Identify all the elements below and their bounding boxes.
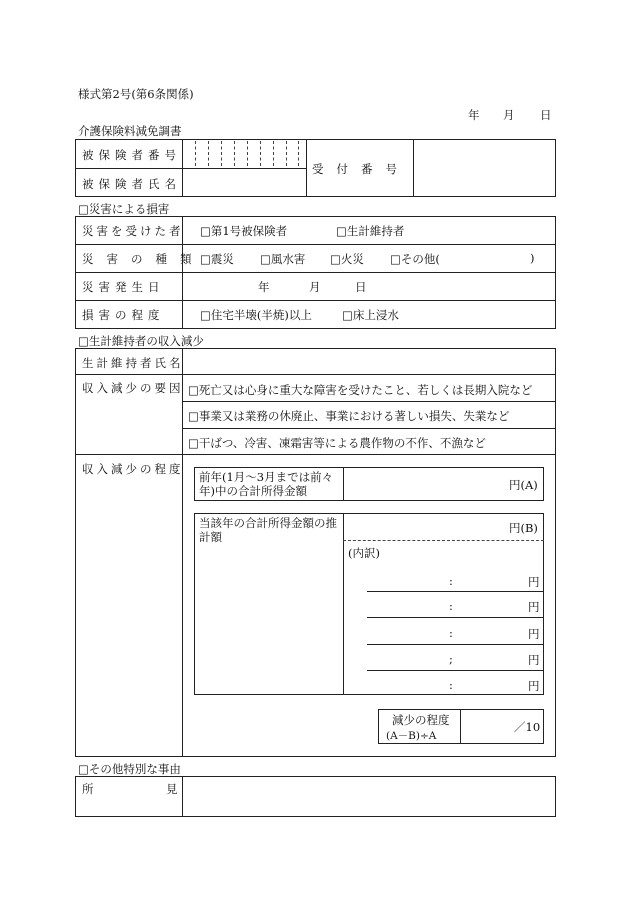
earner-name-label: 生計維持者氏名 [82,356,184,370]
income-section-title: □生計維持者の収入減少 [78,334,204,348]
current-year-unit: 円(B) [509,521,538,535]
insured-name-label: 被保険者氏名 [82,177,181,191]
insured-number-label: 被保険者番号 [82,148,181,162]
disaster-date-month: 月 [309,280,321,294]
header-date-day: 日 [540,108,552,122]
breakdown-row-3-sep: : [449,626,453,640]
ratio-label: 減少の程度 [392,713,450,727]
breakdown-label: (内訳) [348,546,380,560]
income-degree-label: 収入減少の程度 [82,462,184,476]
type-option-other[interactable]: □その他( [390,252,440,266]
degree-option-flooded[interactable]: □床上浸水 [342,308,399,322]
disaster-date-day: 日 [355,280,367,294]
breakdown-row-2-unit: 円 [528,600,540,614]
insured-name-field[interactable] [184,170,304,195]
breakdown-row-4-unit: 円 [528,653,540,667]
prev-year-label: 前年(1月～3月までは前々年)中の合計所得金額 [199,470,334,498]
other-section-title: □その他特別な事由 [78,762,181,776]
breakdown-row-1-unit: 円 [528,575,540,589]
type-option-other-close: ) [530,251,535,265]
damage-degree-label: 損害の程度 [82,308,165,322]
type-option-earthquake[interactable]: □震災 [200,252,234,266]
cause-option-crop-failure[interactable]: □干ばつ、冷害、凍霜害等による農作物の不作、不漁など [188,436,486,450]
breakdown-row-5-sep: : [449,678,453,692]
insured-number-field[interactable] [195,143,299,165]
earner-name-field[interactable] [184,350,554,372]
current-year-amount-field[interactable] [346,515,506,539]
form-title: 介護保険料減免調書 [78,124,182,138]
header-date-year: 年 [468,108,480,122]
breakdown-row-1-sep: : [449,574,453,588]
breakdown-row-4-sep: ; [449,652,453,666]
ratio-value: ／10 [514,720,541,734]
ratio-value-field[interactable] [463,711,511,742]
prev-year-unit: 円(A) [509,478,538,492]
breakdown-row-3-unit: 円 [528,627,540,641]
breakdown-row-2-sep: : [449,599,453,613]
income-cause-label: 収入減少の要因 [82,381,184,395]
opinion-label-second: 見 [166,782,178,796]
form-number: 様式第2号(第6条関係) [78,87,194,101]
cause-option-death-injury[interactable]: □死亡又は心身に重大な障害を受けたこと、若しくは長期入院など [188,383,533,397]
disaster-type-label: 災害の種類 [82,252,205,266]
disaster-date-year: 年 [258,280,270,294]
breakdown-row-5-unit: 円 [528,679,540,693]
victim-option-primary[interactable]: □第1号被保険者 [200,224,288,238]
disaster-section-title: □災害による損害 [78,202,170,216]
disaster-date-label: 災害発生日 [82,280,165,294]
degree-option-half-destroyed[interactable]: □住宅半壊(半焼)以上 [200,308,312,322]
victim-option-earner[interactable]: □生計維持者 [336,224,405,238]
receipt-number-label: 受付番号 [312,162,410,176]
cause-option-business[interactable]: □事業又は業務の休廃止、事業における著しい損失、失業など [188,409,510,423]
type-option-fire[interactable]: □火災 [330,252,364,266]
ratio-formula: (A－B)÷A [386,730,437,742]
prev-year-amount-field[interactable] [346,469,506,499]
opinion-field[interactable] [184,778,554,815]
opinion-label-first: 所 [82,782,94,796]
receipt-number-field[interactable] [415,141,554,195]
type-option-storm-flood[interactable]: □風水害 [260,252,306,266]
victim-label: 災害を受けた者 [82,224,184,238]
header-date-month: 月 [503,108,515,122]
current-year-label: 当該年の合計所得金額の推計額 [199,516,337,544]
